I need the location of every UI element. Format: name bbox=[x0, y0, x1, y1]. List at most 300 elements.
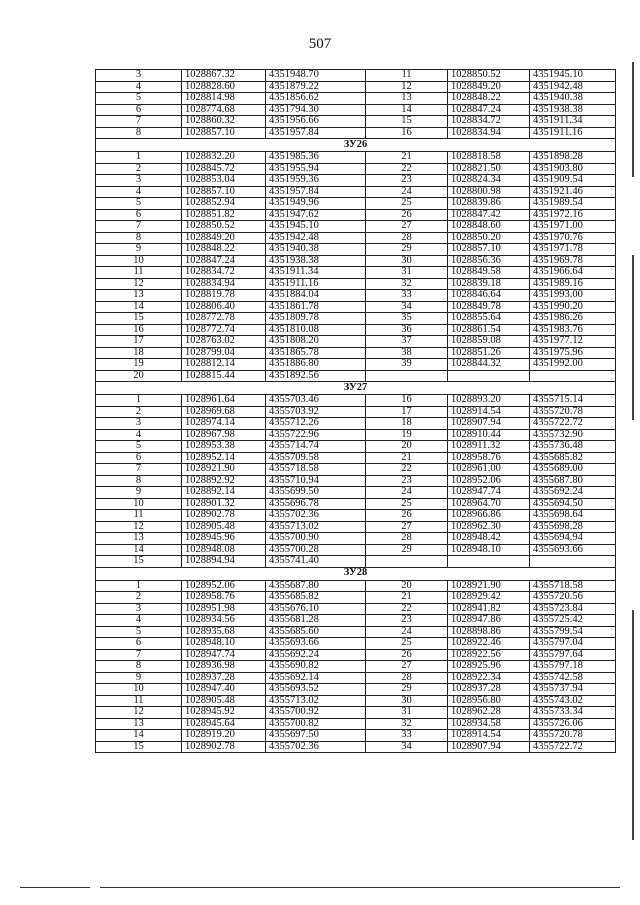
y-coordinate-cell: 4351983.76 bbox=[530, 324, 616, 336]
point-number-cell: 2 bbox=[96, 592, 182, 604]
table-row bbox=[96, 672, 616, 684]
point-number-cell bbox=[366, 556, 448, 568]
x-coordinate-cell: 1028859.08 bbox=[448, 336, 530, 348]
y-coordinate-cell: 4355685.60 bbox=[266, 626, 366, 638]
x-coordinate-cell: 1028819.78 bbox=[182, 290, 266, 302]
point-number-cell: 27 bbox=[366, 661, 448, 673]
footer-rule bbox=[20, 887, 90, 888]
point-number-cell: 11 bbox=[96, 695, 182, 707]
point-number-cell: 39 bbox=[366, 359, 448, 371]
y-coordinate-cell: 4355696.78 bbox=[266, 498, 366, 510]
y-coordinate-cell: 4355736.48 bbox=[530, 441, 616, 453]
y-coordinate-cell: 4351911.16 bbox=[266, 278, 366, 290]
point-number-cell: 30 bbox=[366, 695, 448, 707]
y-coordinate-cell: 4355720.78 bbox=[530, 406, 616, 418]
point-number-cell: 1 bbox=[96, 395, 182, 407]
table-row bbox=[96, 255, 616, 267]
x-coordinate-cell: 1028945.64 bbox=[182, 718, 266, 730]
x-coordinate-cell: 1028936.98 bbox=[182, 661, 266, 673]
table-row bbox=[96, 533, 616, 545]
x-coordinate-cell: 1028848.22 bbox=[448, 93, 530, 105]
table-row bbox=[96, 221, 616, 233]
table-row bbox=[96, 81, 616, 93]
y-coordinate-cell: 4351938.38 bbox=[530, 104, 616, 116]
coordinates-table-body bbox=[96, 70, 616, 753]
table-row bbox=[96, 175, 616, 187]
y-coordinate-cell: 4351808.20 bbox=[266, 336, 366, 348]
table-row bbox=[96, 152, 616, 164]
y-coordinate-cell: 4355722.72 bbox=[530, 418, 616, 430]
table-row bbox=[96, 347, 616, 359]
x-coordinate-cell: 1028937.28 bbox=[182, 672, 266, 684]
y-coordinate-cell: 4351861.78 bbox=[266, 301, 366, 313]
point-number-cell bbox=[366, 370, 448, 382]
x-coordinate-cell: 1028850.52 bbox=[448, 70, 530, 82]
x-coordinate-cell: 1028947.40 bbox=[182, 684, 266, 696]
point-number-cell: 19 bbox=[96, 359, 182, 371]
point-number-cell: 9 bbox=[96, 244, 182, 256]
point-number-cell: 12 bbox=[96, 521, 182, 533]
x-coordinate-cell: 1028892.92 bbox=[182, 475, 266, 487]
footer-rule bbox=[100, 887, 620, 888]
y-coordinate-cell: 4355689.00 bbox=[530, 464, 616, 476]
point-number-cell: 14 bbox=[366, 104, 448, 116]
y-coordinate-cell: 4351989.54 bbox=[530, 198, 616, 210]
y-coordinate-cell: 4355692.24 bbox=[530, 487, 616, 499]
point-number-cell: 14 bbox=[96, 730, 182, 742]
x-coordinate-cell: 1028849.58 bbox=[448, 267, 530, 279]
point-number-cell: 12 bbox=[96, 278, 182, 290]
x-coordinate-cell: 1028772.74 bbox=[182, 324, 266, 336]
point-number-cell: 26 bbox=[366, 510, 448, 522]
y-coordinate-cell: 4355685.82 bbox=[266, 592, 366, 604]
y-coordinate-cell: 4351938.38 bbox=[266, 255, 366, 267]
point-number-cell: 34 bbox=[366, 741, 448, 753]
x-coordinate-cell: 1028814.98 bbox=[182, 93, 266, 105]
point-number-cell: 27 bbox=[366, 521, 448, 533]
y-coordinate-cell: 4355703.92 bbox=[266, 406, 366, 418]
x-coordinate-cell: 1028850.52 bbox=[182, 221, 266, 233]
point-number-cell: 8 bbox=[96, 127, 182, 139]
point-number-cell: 20 bbox=[366, 580, 448, 592]
point-number-cell: 8 bbox=[96, 475, 182, 487]
point-number-cell: 13 bbox=[96, 290, 182, 302]
x-coordinate-cell: 1028958.76 bbox=[182, 592, 266, 604]
x-coordinate-cell: 1028834.94 bbox=[448, 127, 530, 139]
x-coordinate-cell: 1028922.46 bbox=[448, 638, 530, 650]
y-coordinate-cell: 4355694.50 bbox=[530, 498, 616, 510]
point-number-cell: 29 bbox=[366, 544, 448, 556]
table-row bbox=[96, 487, 616, 499]
x-coordinate-cell: 1028921.90 bbox=[448, 580, 530, 592]
y-coordinate-cell: 4351990.20 bbox=[530, 301, 616, 313]
point-number-cell: 29 bbox=[366, 244, 448, 256]
y-coordinate-cell: 4351909.54 bbox=[530, 175, 616, 187]
binding-edge-line bbox=[632, 62, 634, 177]
binding-edge-line bbox=[632, 610, 634, 840]
x-coordinate-cell: 1028902.78 bbox=[182, 741, 266, 753]
table-row bbox=[96, 93, 616, 105]
y-coordinate-cell: 4355699.50 bbox=[266, 487, 366, 499]
y-coordinate-cell: 4351971.00 bbox=[530, 221, 616, 233]
x-coordinate-cell: 1028901.32 bbox=[182, 498, 266, 510]
table-row bbox=[96, 395, 616, 407]
x-coordinate-cell: 1028952.06 bbox=[448, 475, 530, 487]
y-coordinate-cell: 4355713.02 bbox=[266, 695, 366, 707]
table-row bbox=[96, 707, 616, 719]
x-coordinate-cell: 1028914.54 bbox=[448, 406, 530, 418]
x-coordinate-cell: 1028947.74 bbox=[448, 487, 530, 499]
point-number-cell: 33 bbox=[366, 290, 448, 302]
point-number-cell: 15 bbox=[96, 741, 182, 753]
x-coordinate-cell: 1028905.48 bbox=[182, 521, 266, 533]
x-coordinate-cell: 1028910.44 bbox=[448, 429, 530, 441]
point-number-cell: 4 bbox=[96, 429, 182, 441]
x-coordinate-cell: 1028929.42 bbox=[448, 592, 530, 604]
x-coordinate-cell: 1028948.10 bbox=[182, 638, 266, 650]
table-row bbox=[96, 324, 616, 336]
point-number-cell: 24 bbox=[366, 186, 448, 198]
point-number-cell: 6 bbox=[96, 104, 182, 116]
y-coordinate-cell: 4355692.14 bbox=[266, 672, 366, 684]
x-coordinate-cell: 1028956.80 bbox=[448, 695, 530, 707]
point-number-cell: 5 bbox=[96, 441, 182, 453]
y-coordinate-cell: 4351970.76 bbox=[530, 232, 616, 244]
x-coordinate-cell: 1028828.60 bbox=[182, 81, 266, 93]
point-number-cell: 16 bbox=[96, 324, 182, 336]
y-coordinate-cell: 4355743.02 bbox=[530, 695, 616, 707]
point-number-cell: 28 bbox=[366, 533, 448, 545]
y-coordinate-cell: 4355687.80 bbox=[530, 475, 616, 487]
y-coordinate-cell: 4351993.00 bbox=[530, 290, 616, 302]
section-title: ЗУ26 bbox=[96, 139, 616, 152]
y-coordinate-cell: 4355694.94 bbox=[530, 533, 616, 545]
point-number-cell: 30 bbox=[366, 255, 448, 267]
x-coordinate-cell: 1028961.00 bbox=[448, 464, 530, 476]
y-coordinate-cell: 4351942.48 bbox=[266, 232, 366, 244]
y-coordinate-cell: 4355718.58 bbox=[530, 580, 616, 592]
y-coordinate-cell: 4355700.28 bbox=[266, 544, 366, 556]
y-coordinate-cell: 4351985.36 bbox=[266, 152, 366, 164]
x-coordinate-cell: 1028892.14 bbox=[182, 487, 266, 499]
y-coordinate-cell: 4351898.28 bbox=[530, 152, 616, 164]
point-number-cell: 9 bbox=[96, 487, 182, 499]
table-row bbox=[96, 163, 616, 175]
table-row bbox=[96, 661, 616, 673]
y-coordinate-cell: 4351949.96 bbox=[266, 198, 366, 210]
x-coordinate-cell: 1028800.98 bbox=[448, 186, 530, 198]
y-coordinate-cell: 4351911.34 bbox=[530, 116, 616, 128]
point-number-cell: 35 bbox=[366, 313, 448, 325]
table-row bbox=[96, 70, 616, 82]
x-coordinate-cell: 1028934.58 bbox=[448, 718, 530, 730]
x-coordinate-cell: 1028919.20 bbox=[182, 730, 266, 742]
point-number-cell: 8 bbox=[96, 232, 182, 244]
point-number-cell: 3 bbox=[96, 70, 182, 82]
point-number-cell: 19 bbox=[366, 429, 448, 441]
y-coordinate-cell: 4355799.54 bbox=[530, 626, 616, 638]
table-row bbox=[96, 510, 616, 522]
x-coordinate-cell: 1028935.68 bbox=[182, 626, 266, 638]
table-row bbox=[96, 521, 616, 533]
point-number-cell: 13 bbox=[366, 93, 448, 105]
point-number-cell: 15 bbox=[96, 313, 182, 325]
table-row bbox=[96, 232, 616, 244]
x-coordinate-cell: 1028845.72 bbox=[182, 163, 266, 175]
y-coordinate-cell: 4355733.34 bbox=[530, 707, 616, 719]
y-coordinate-cell bbox=[530, 556, 616, 568]
y-coordinate-cell: 4355703.46 bbox=[266, 395, 366, 407]
point-number-cell: 38 bbox=[366, 347, 448, 359]
y-coordinate-cell: 4351989.16 bbox=[530, 278, 616, 290]
y-coordinate-cell: 4355732.90 bbox=[530, 429, 616, 441]
y-coordinate-cell: 4351921.46 bbox=[530, 186, 616, 198]
point-number-cell: 4 bbox=[96, 186, 182, 198]
y-coordinate-cell: 4351947.62 bbox=[266, 209, 366, 221]
table-row bbox=[96, 198, 616, 210]
x-coordinate-cell: 1028763.02 bbox=[182, 336, 266, 348]
point-number-cell: 2 bbox=[96, 163, 182, 175]
y-coordinate-cell: 4355709.58 bbox=[266, 452, 366, 464]
point-number-cell: 13 bbox=[96, 718, 182, 730]
y-coordinate-cell: 4355797.18 bbox=[530, 661, 616, 673]
point-number-cell: 22 bbox=[366, 163, 448, 175]
y-coordinate-cell: 4351903.80 bbox=[530, 163, 616, 175]
table-row bbox=[96, 741, 616, 753]
y-coordinate-cell: 4355797.04 bbox=[530, 638, 616, 650]
x-coordinate-cell: 1028907.94 bbox=[448, 741, 530, 753]
y-coordinate-cell: 4355710.94 bbox=[266, 475, 366, 487]
y-coordinate-cell: 4351856.62 bbox=[266, 93, 366, 105]
y-coordinate-cell: 4351884.04 bbox=[266, 290, 366, 302]
point-number-cell: 25 bbox=[366, 198, 448, 210]
y-coordinate-cell: 4355797.64 bbox=[530, 649, 616, 661]
point-number-cell: 13 bbox=[96, 533, 182, 545]
y-coordinate-cell: 4355737.94 bbox=[530, 684, 616, 696]
x-coordinate-cell bbox=[448, 370, 530, 382]
table-row bbox=[96, 104, 616, 116]
x-coordinate-cell: 1028974.14 bbox=[182, 418, 266, 430]
table-row bbox=[96, 429, 616, 441]
y-coordinate-cell: 4351810.08 bbox=[266, 324, 366, 336]
y-coordinate-cell: 4351945.10 bbox=[530, 70, 616, 82]
table-row bbox=[96, 301, 616, 313]
point-number-cell: 21 bbox=[366, 592, 448, 604]
x-coordinate-cell: 1028937.28 bbox=[448, 684, 530, 696]
x-coordinate-cell: 1028848.60 bbox=[448, 221, 530, 233]
y-coordinate-cell: 4355722.72 bbox=[530, 741, 616, 753]
y-coordinate-cell: 4351959.36 bbox=[266, 175, 366, 187]
x-coordinate-cell: 1028952.14 bbox=[182, 452, 266, 464]
table-row bbox=[96, 244, 616, 256]
point-number-cell: 1 bbox=[96, 580, 182, 592]
y-coordinate-cell: 4355742.58 bbox=[530, 672, 616, 684]
point-number-cell: 7 bbox=[96, 116, 182, 128]
point-number-cell: 26 bbox=[366, 209, 448, 221]
x-coordinate-cell: 1028839.86 bbox=[448, 198, 530, 210]
y-coordinate-cell: 4351971.78 bbox=[530, 244, 616, 256]
y-coordinate-cell: 4351886.80 bbox=[266, 359, 366, 371]
x-coordinate-cell: 1028851.26 bbox=[448, 347, 530, 359]
point-number-cell: 25 bbox=[366, 498, 448, 510]
x-coordinate-cell: 1028846.64 bbox=[448, 290, 530, 302]
y-coordinate-cell: 4355692.24 bbox=[266, 649, 366, 661]
x-coordinate-cell: 1028844.32 bbox=[448, 359, 530, 371]
point-number-cell: 6 bbox=[96, 638, 182, 650]
x-coordinate-cell: 1028850.20 bbox=[448, 232, 530, 244]
point-number-cell: 17 bbox=[366, 406, 448, 418]
point-number-cell: 11 bbox=[366, 70, 448, 82]
x-coordinate-cell: 1028945.92 bbox=[182, 707, 266, 719]
section-title: ЗУ28 bbox=[96, 567, 616, 580]
table-row bbox=[96, 406, 616, 418]
x-coordinate-cell: 1028925.96 bbox=[448, 661, 530, 673]
x-coordinate-cell: 1028898.86 bbox=[448, 626, 530, 638]
point-number-cell: 6 bbox=[96, 209, 182, 221]
y-coordinate-cell: 4355700.92 bbox=[266, 707, 366, 719]
y-coordinate-cell: 4355720.78 bbox=[530, 730, 616, 742]
point-number-cell: 4 bbox=[96, 81, 182, 93]
x-coordinate-cell: 1028893.20 bbox=[448, 395, 530, 407]
section-header-row bbox=[96, 382, 616, 395]
y-coordinate-cell: 4351942.48 bbox=[530, 81, 616, 93]
x-coordinate-cell: 1028824.34 bbox=[448, 175, 530, 187]
x-coordinate-cell: 1028832.20 bbox=[182, 152, 266, 164]
point-number-cell: 16 bbox=[366, 395, 448, 407]
y-coordinate-cell: 4355702.36 bbox=[266, 741, 366, 753]
y-coordinate-cell: 4355698.64 bbox=[530, 510, 616, 522]
point-number-cell: 20 bbox=[96, 370, 182, 382]
x-coordinate-cell: 1028966.86 bbox=[448, 510, 530, 522]
x-coordinate-cell: 1028953.38 bbox=[182, 441, 266, 453]
y-coordinate-cell: 4351975.96 bbox=[530, 347, 616, 359]
x-coordinate-cell: 1028857.10 bbox=[182, 186, 266, 198]
x-coordinate-cell: 1028847.24 bbox=[448, 104, 530, 116]
point-number-cell: 18 bbox=[96, 347, 182, 359]
point-number-cell: 32 bbox=[366, 718, 448, 730]
y-coordinate-cell: 4351966.64 bbox=[530, 267, 616, 279]
point-number-cell: 7 bbox=[96, 221, 182, 233]
point-number-cell: 16 bbox=[366, 127, 448, 139]
point-number-cell: 9 bbox=[96, 672, 182, 684]
table-row bbox=[96, 278, 616, 290]
x-coordinate-cell: 1028861.54 bbox=[448, 324, 530, 336]
point-number-cell: 36 bbox=[366, 324, 448, 336]
table-row bbox=[96, 592, 616, 604]
point-number-cell: 12 bbox=[96, 707, 182, 719]
y-coordinate-cell: 4355700.90 bbox=[266, 533, 366, 545]
table-row bbox=[96, 615, 616, 627]
y-coordinate-cell: 4355741.40 bbox=[266, 556, 366, 568]
y-coordinate-cell: 4355676.10 bbox=[266, 603, 366, 615]
table-row bbox=[96, 626, 616, 638]
point-number-cell: 31 bbox=[366, 707, 448, 719]
x-coordinate-cell: 1028958.76 bbox=[448, 452, 530, 464]
y-coordinate-cell: 4351911.34 bbox=[266, 267, 366, 279]
x-coordinate-cell: 1028922.56 bbox=[448, 649, 530, 661]
y-coordinate-cell: 4351892.56 bbox=[266, 370, 366, 382]
section-header-row bbox=[96, 567, 616, 580]
point-number-cell: 22 bbox=[366, 464, 448, 476]
table-row bbox=[96, 649, 616, 661]
y-coordinate-cell: 4351972.16 bbox=[530, 209, 616, 221]
y-coordinate-cell: 4355720.56 bbox=[530, 592, 616, 604]
x-coordinate-cell: 1028834.72 bbox=[448, 116, 530, 128]
point-number-cell: 18 bbox=[366, 418, 448, 430]
point-number-cell: 7 bbox=[96, 649, 182, 661]
table-row bbox=[96, 638, 616, 650]
y-coordinate-cell: 4351879.22 bbox=[266, 81, 366, 93]
point-number-cell: 24 bbox=[366, 626, 448, 638]
table-row bbox=[96, 313, 616, 325]
x-coordinate-cell: 1028894.94 bbox=[182, 556, 266, 568]
point-number-cell: 28 bbox=[366, 672, 448, 684]
point-number-cell: 7 bbox=[96, 464, 182, 476]
y-coordinate-cell: 4351940.38 bbox=[530, 93, 616, 105]
point-number-cell: 12 bbox=[366, 81, 448, 93]
y-coordinate-cell: 4355697.50 bbox=[266, 730, 366, 742]
point-number-cell: 34 bbox=[366, 301, 448, 313]
point-number-cell: 24 bbox=[366, 487, 448, 499]
point-number-cell: 37 bbox=[366, 336, 448, 348]
table-row bbox=[96, 498, 616, 510]
point-number-cell: 23 bbox=[366, 615, 448, 627]
x-coordinate-cell: 1028812.14 bbox=[182, 359, 266, 371]
point-number-cell: 27 bbox=[366, 221, 448, 233]
x-coordinate-cell: 1028921.90 bbox=[182, 464, 266, 476]
y-coordinate-cell bbox=[530, 370, 616, 382]
point-number-cell: 3 bbox=[96, 175, 182, 187]
table-row bbox=[96, 267, 616, 279]
point-number-cell: 21 bbox=[366, 152, 448, 164]
table-row bbox=[96, 452, 616, 464]
point-number-cell: 29 bbox=[366, 684, 448, 696]
point-number-cell: 28 bbox=[366, 232, 448, 244]
point-number-cell: 22 bbox=[366, 603, 448, 615]
point-number-cell: 20 bbox=[366, 441, 448, 453]
x-coordinate-cell: 1028851.82 bbox=[182, 209, 266, 221]
x-coordinate-cell: 1028867.32 bbox=[182, 70, 266, 82]
x-coordinate-cell: 1028821.50 bbox=[448, 163, 530, 175]
x-coordinate-cell: 1028857.10 bbox=[182, 127, 266, 139]
x-coordinate-cell: 1028839.18 bbox=[448, 278, 530, 290]
x-coordinate-cell: 1028961.64 bbox=[182, 395, 266, 407]
section-header-row bbox=[96, 139, 616, 152]
y-coordinate-cell: 4351969.78 bbox=[530, 255, 616, 267]
table-row bbox=[96, 127, 616, 139]
point-number-cell: 4 bbox=[96, 615, 182, 627]
point-number-cell: 1 bbox=[96, 152, 182, 164]
point-number-cell: 11 bbox=[96, 267, 182, 279]
x-coordinate-cell: 1028815.44 bbox=[182, 370, 266, 382]
x-coordinate-cell: 1028948.10 bbox=[448, 544, 530, 556]
point-number-cell: 15 bbox=[366, 116, 448, 128]
y-coordinate-cell: 4355693.66 bbox=[530, 544, 616, 556]
table-row bbox=[96, 359, 616, 371]
binding-edge-line bbox=[632, 255, 634, 420]
x-coordinate-cell: 1028952.06 bbox=[182, 580, 266, 592]
y-coordinate-cell: 4351957.84 bbox=[266, 186, 366, 198]
y-coordinate-cell: 4351992.00 bbox=[530, 359, 616, 371]
table-row bbox=[96, 186, 616, 198]
table-row bbox=[96, 209, 616, 221]
point-number-cell: 14 bbox=[96, 544, 182, 556]
point-number-cell: 5 bbox=[96, 93, 182, 105]
table-row bbox=[96, 603, 616, 615]
x-coordinate-cell: 1028905.48 bbox=[182, 695, 266, 707]
x-coordinate-cell: 1028849.78 bbox=[448, 301, 530, 313]
x-coordinate-cell: 1028922.34 bbox=[448, 672, 530, 684]
